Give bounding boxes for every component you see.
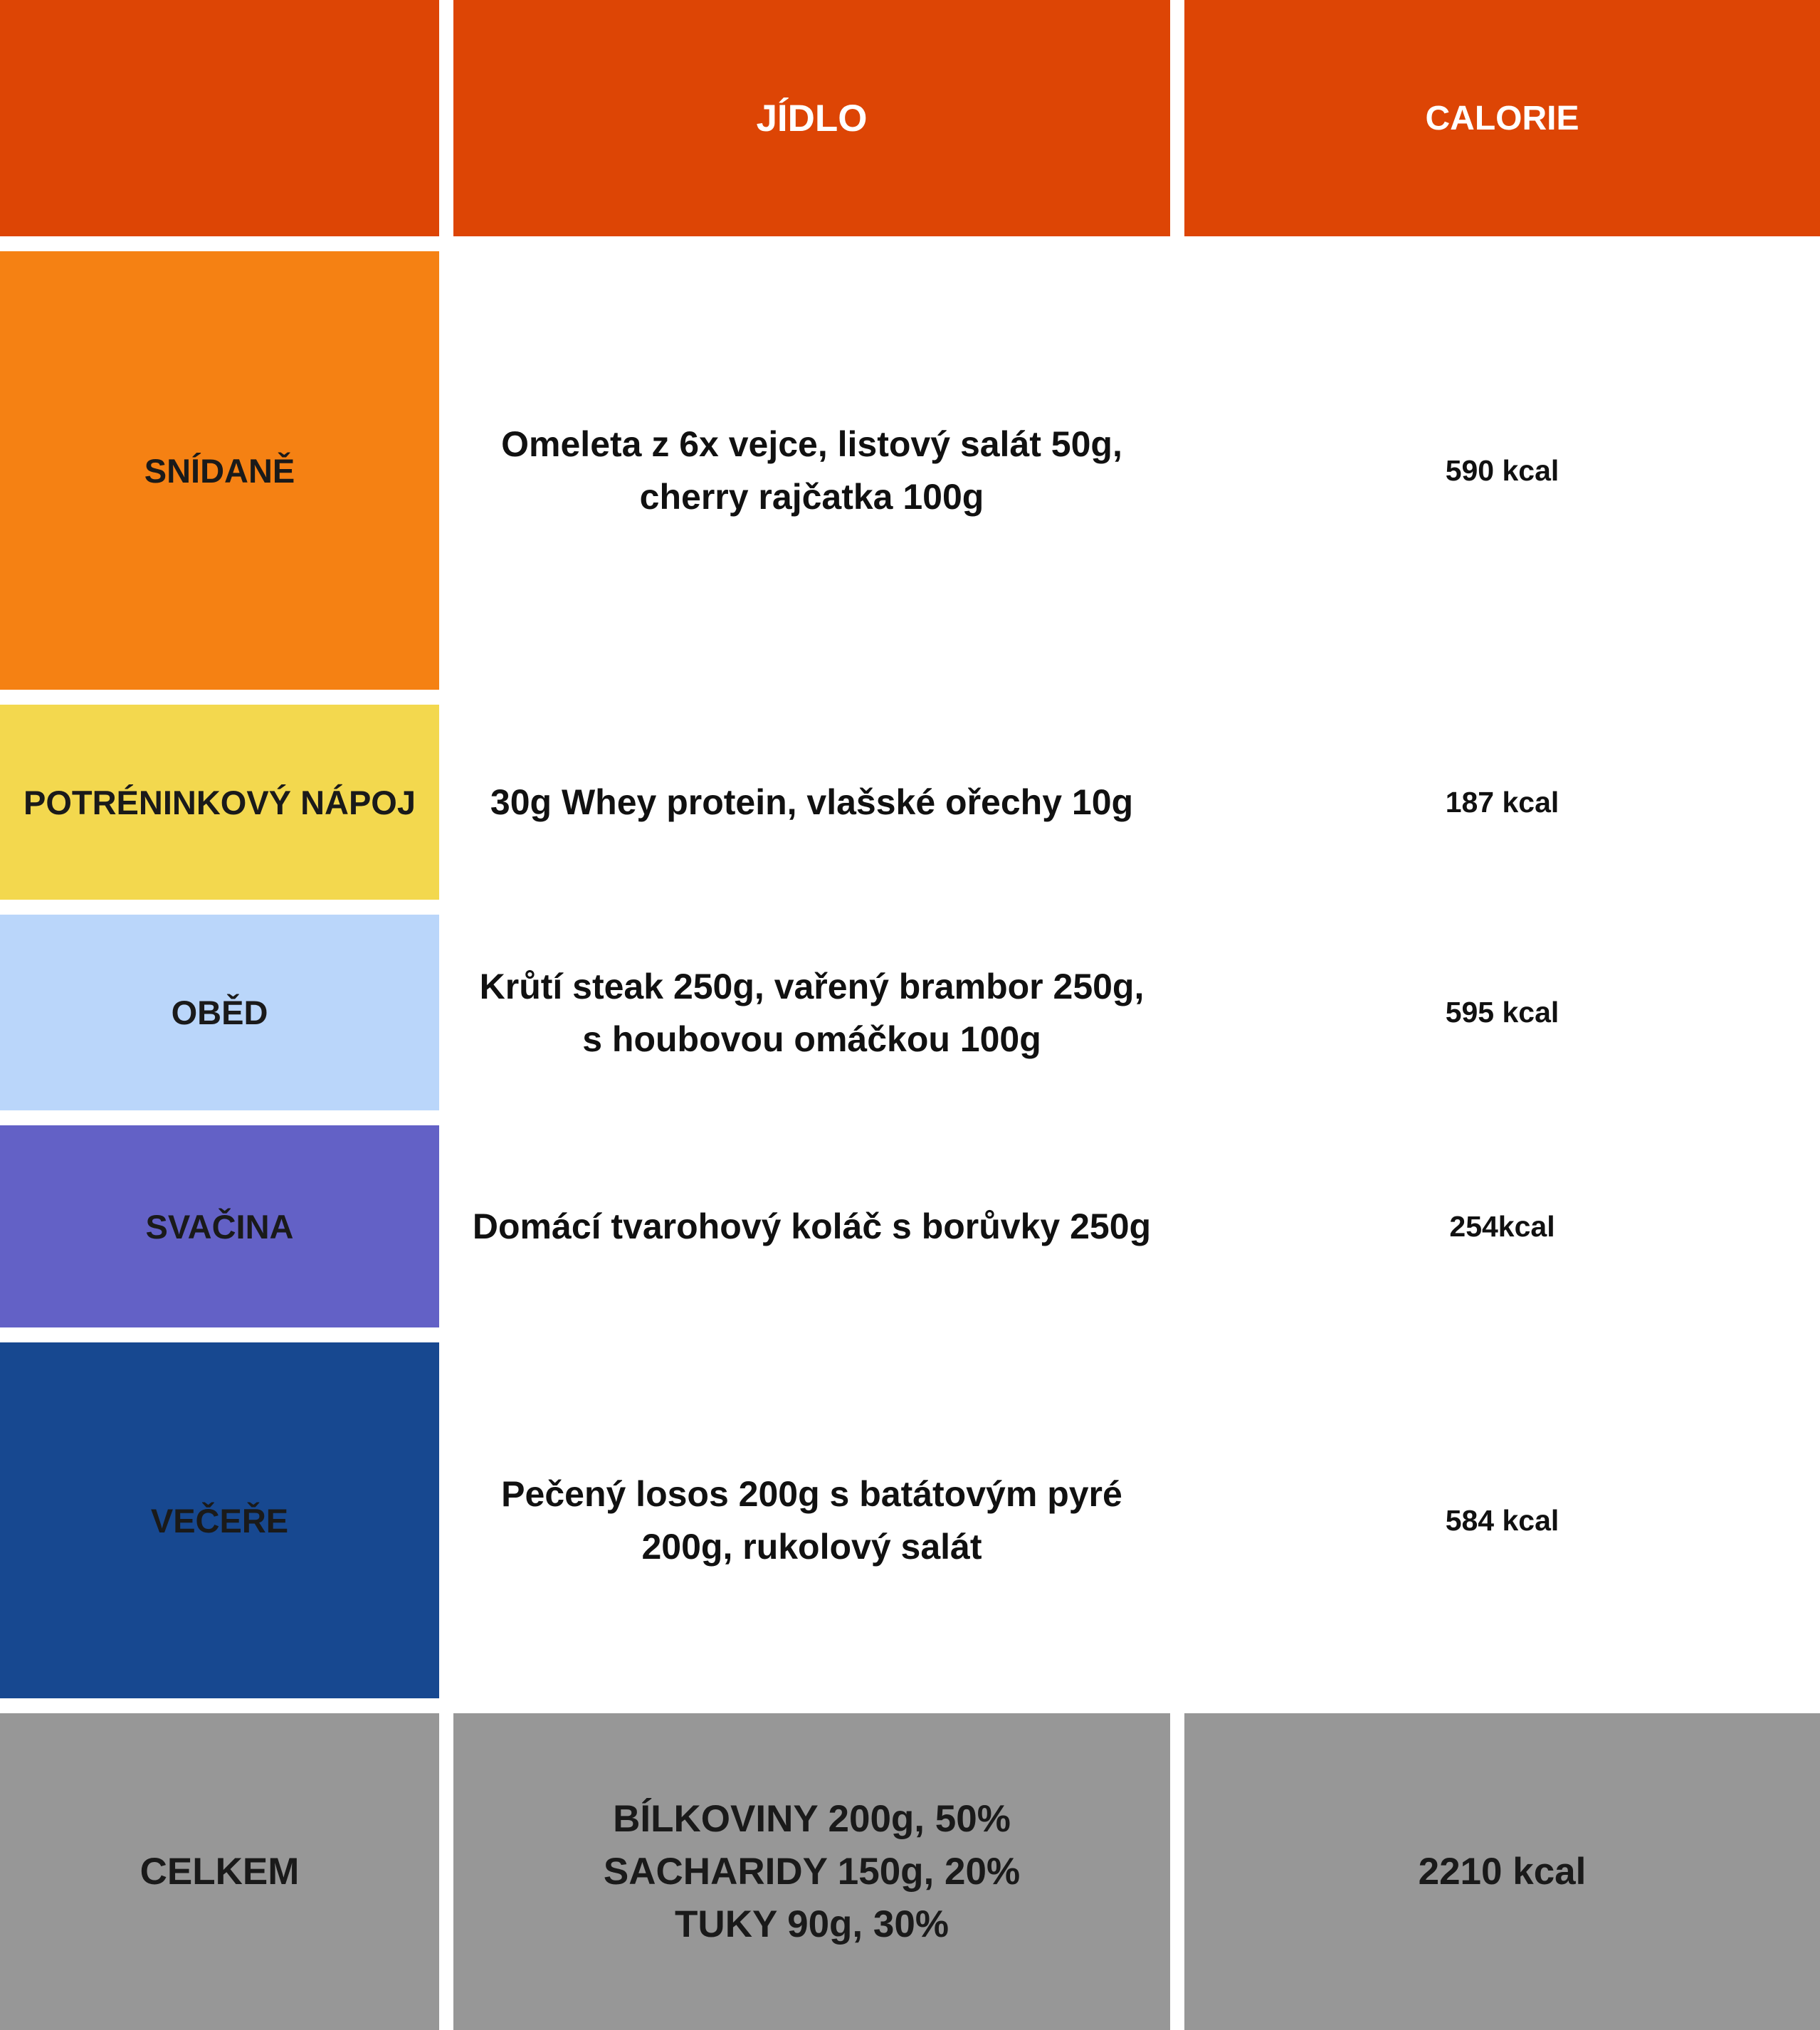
row-label-snidane (0, 251, 439, 690)
meal-kcal: 584 kcal (1445, 1503, 1559, 1537)
row-kcal-snidane (1184, 251, 1820, 690)
row-food-snidane (453, 251, 1170, 690)
meal-kcal: 187 kcal (1445, 785, 1559, 819)
meal-label: SNÍDANĚ (144, 451, 295, 490)
row-food-svacina (453, 1125, 1170, 1327)
header-calories-label: CALORIE (1425, 99, 1579, 137)
meal-food (487, 1468, 1137, 1573)
meal-food-line: 200g, rukolový salát (641, 1527, 982, 1567)
meal-food-line: Omeleta z 6x vejce, listový salát 50g, (501, 424, 1122, 464)
row-kcal-napoj (1184, 705, 1820, 900)
meal-food-line: s houbovou omáčkou 100g (582, 1019, 1041, 1059)
header-food-label: JÍDLO (756, 97, 868, 140)
row-label-svacina (0, 1125, 439, 1327)
meal-food-line: cherry rajčatka 100g (639, 477, 984, 517)
row-label-obed (0, 915, 439, 1110)
total-kcal: 2210 kcal (1418, 1851, 1587, 1893)
row-kcal-vecere (1184, 1342, 1820, 1698)
meal-food (487, 418, 1137, 523)
header-cell-calories (1184, 0, 1820, 236)
row-food-napoj (453, 705, 1170, 900)
meal-label: SVAČINA (145, 1207, 294, 1246)
total-kcal-cell (1184, 1713, 1820, 2030)
macro-fat: TUKY 90g, 30% (675, 1903, 949, 1945)
meal-food (465, 960, 1159, 1066)
meal-food-line: Domácí tvarohový koláč s borůvky 250g (472, 1206, 1152, 1246)
meal-food-line: Pečený losos 200g s batátovým pyré (501, 1474, 1122, 1514)
meal-food-line: Krůtí steak 250g, vařený brambor 250g, (479, 966, 1145, 1006)
meal-kcal: 595 kcal (1445, 996, 1559, 1029)
meal-label: POTRÉNINKOVÝ NÁPOJ (23, 783, 416, 821)
meal-label: VEČEŘE (150, 1501, 289, 1540)
row-label-napoj (0, 705, 439, 900)
total-macros-cell (453, 1713, 1170, 2030)
row-label-vecere (0, 1342, 439, 1698)
meal-kcal: 590 kcal (1445, 453, 1559, 487)
macro-protein: BÍLKOVINY 200g, 50% (613, 1797, 1011, 1840)
meal-food-line: 30g Whey protein, vlašské ořechy 10g (490, 782, 1134, 822)
row-kcal-svacina (1184, 1125, 1820, 1327)
row-food-vecere (453, 1342, 1170, 1698)
header-cell-blank (0, 0, 439, 236)
header-cell-food (453, 0, 1170, 236)
meal-kcal: 254kcal (1449, 1209, 1555, 1243)
row-food-obed (453, 915, 1170, 1110)
total-label: CELKEM (140, 1851, 300, 1893)
total-macros (604, 1793, 1020, 1951)
macro-carbs: SACHARIDY 150g, 20% (603, 1850, 1021, 1893)
row-kcal-obed (1184, 915, 1820, 1110)
meal-food (458, 1200, 1165, 1253)
total-label-cell (0, 1713, 439, 2030)
meal-label: OBĚD (171, 994, 268, 1031)
meal-food (476, 776, 1147, 829)
